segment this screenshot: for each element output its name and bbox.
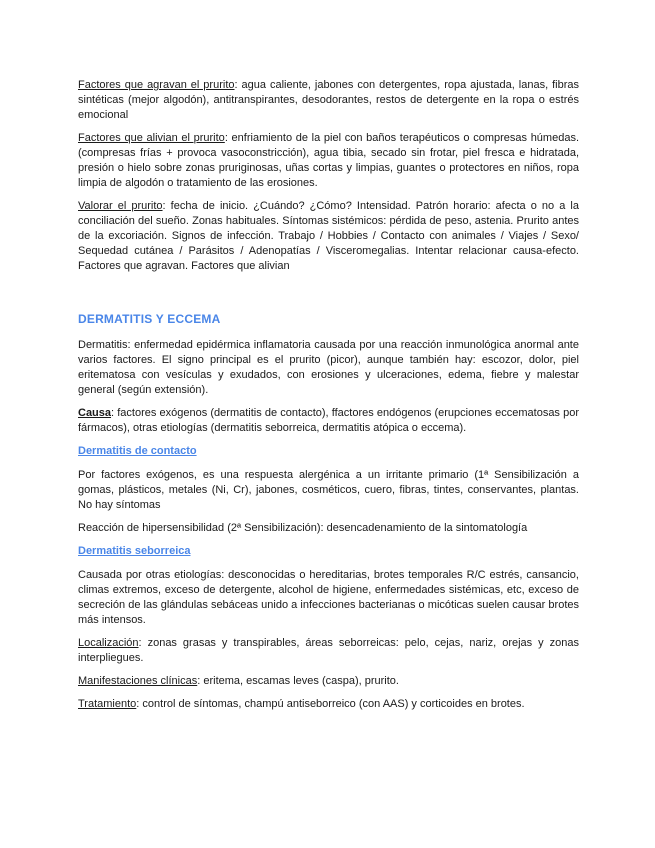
text-localizacion: : zonas grasas y transpirables, áreas seborreicas: pelo, cejas, nariz, orejas y zonas interpliegues.	[78, 637, 579, 664]
paragraph-dermatitis-definicion: Dermatitis: enfermedad epidérmica inflamatoria causada por una reacción inmunológica anormal ante varios factores. El signo principal es el prurito (picor), aunque también hay: escozor, dolor, piel eritematosa con vesículas y exudados, con erosiones y ulceraciones, edema, fiebre y malestar general (según extensión).	[78, 339, 579, 396]
paragraph-factores-agravan	[78, 78, 579, 123]
text-causa: : factores exógenos (dermatitis de contacto), ffactores endógenos (erupciones eccematosas por fármacos), otras etiologías (dermatitis seborreica, dermatitis atópica o eccema).	[78, 407, 579, 434]
label-factores-alivian: Factores que alivian el prurito	[78, 132, 225, 144]
paragraph-tratamiento	[78, 697, 579, 712]
text-manifestaciones: : eritema, escamas leves (caspa), prurito.	[197, 675, 399, 687]
text-factores-alivian: : enfriamiento de la piel con baños terapéuticos o compresas húmedas. (compresas frías + provoca vasoconstricción), agua tibia, secado sin frotar, piel fresca e hidratada, presión o hielo sobre zonas pruriginosas, uñas cortas y limpias, guantes o protectores en niños, ropa limpia de algodón o tratamiento de las erosiones.	[78, 132, 579, 189]
label-valorar-prurito: Valorar el prurito	[78, 200, 163, 212]
document-page	[78, 78, 579, 720]
text-valorar-prurito: : fecha de inicio. ¿Cuándo? ¿Cómo? Intensidad. Patrón horario: afecta o no a la conciliación del sueño. Zonas habituales. Síntomas sistémicos: pérdida de peso, astenia. Prurito antes de la excoriación. Signos de infección. Trabajo / Hobbies / Contacto con animales / Viajes / Sexo/ Sequedad cutánea / Parásitos / Adenopatías / Visceromegalias. Intentar relacionar causa-efecto. Factores que agravan. Factores que alivian	[78, 200, 579, 272]
paragraph-manifestaciones	[78, 674, 579, 689]
paragraph-localizacion	[78, 636, 579, 666]
paragraph-factores-alivian	[78, 131, 579, 191]
label-localizacion: Localización	[78, 637, 139, 649]
paragraph-causa	[78, 406, 579, 436]
subheading-dermatitis-contacto: Dermatitis de contacto	[78, 445, 197, 457]
text-tratamiento: : control de síntomas, champú antiseborreico (con AAS) y corticoides en brotes.	[136, 698, 525, 710]
section-heading-dermatitis: DERMATITIS Y ECCEMA	[78, 312, 221, 326]
label-tratamiento: Tratamiento	[78, 698, 137, 710]
paragraph-valorar-prurito	[78, 199, 579, 274]
paragraph-seborreica-causas: Causada por otras etiologías: desconocidas o hereditarias, brotes temporales R/C estrés, cansancio, climas extremos, exceso de detergente, alcohol de higiene, enfermedades sistémicas, etc, exceso de secreción de las glándulas sebáceas unido a infecciones bacterianas o micóticas suelen causar brotes más intensos.	[78, 569, 579, 626]
label-causa: Causa	[78, 407, 112, 419]
paragraph-contacto-1: Por factores exógenos, es una respuesta alergénica a un irritante primario (1ª Sensibilización a gomas, plásticos, metales (Ni, Cr), jabones, cosméticos, cuero, fibras, tintes, conservantes, plantas. No hay síntomas	[78, 469, 579, 511]
label-manifestaciones: Manifestaciones clínicas	[78, 675, 198, 687]
subheading-dermatitis-seborreica: Dermatitis seborreica	[78, 545, 191, 557]
label-factores-agravan: Factores que agravan el prurito	[78, 79, 235, 91]
paragraph-contacto-2: Reacción de hipersensibilidad (2ª Sensibilización): desencadenamiento de la sintomatología	[78, 522, 528, 534]
text-factores-agravan: : agua caliente, jabones con detergentes, ropa ajustada, lanas, fibras sintéticas (mejor algodón), antitranspirantes, desodorantes, restos de detergente en la ropa o estrés emocional	[78, 79, 579, 121]
